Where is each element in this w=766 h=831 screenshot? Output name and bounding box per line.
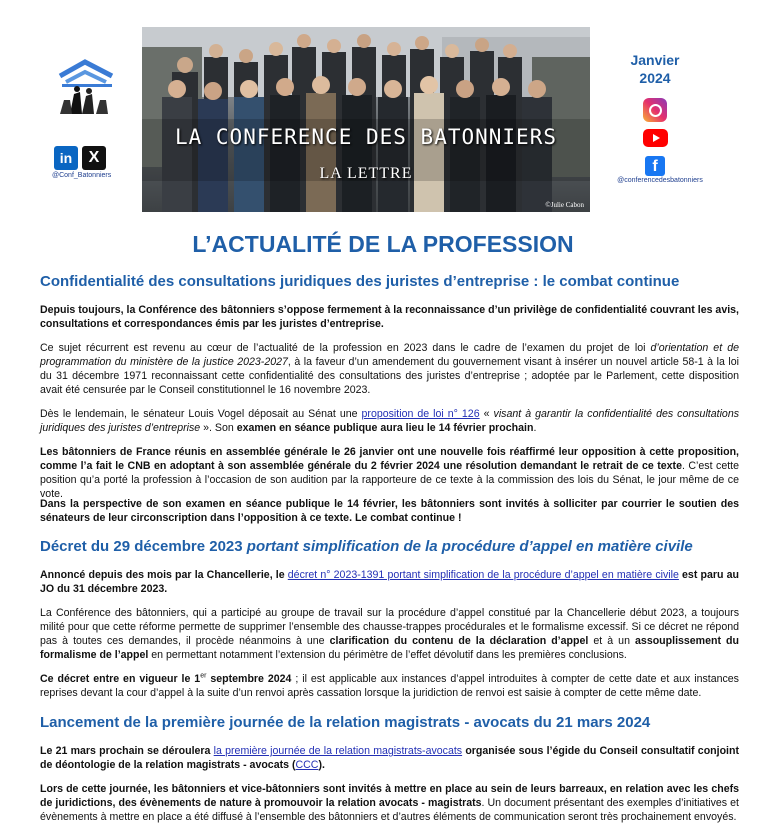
- text: Décret du 29 décembre 2023: [40, 538, 247, 555]
- issue-date: [610, 51, 700, 87]
- banner-photo: [142, 27, 590, 212]
- ccc-link[interactable]: CCC: [295, 759, 319, 771]
- x-icon[interactable]: X: [82, 146, 106, 170]
- text: , à la faveur d’un amendement du gouvernement visant à insérer un nouvel article 58-1 à la loi du 31 décembre 1971 reconnaissant cette confidentialité des consultations des juristes d’entreprise ; adoptée par le Parlement, cette disposition avait été censurée par le Conseil constitutionnel le 16 novembre 2023.: [40, 356, 739, 396]
- article-1-paragraph-2: [40, 341, 739, 397]
- instagram-icon[interactable]: [643, 98, 667, 122]
- newsletter-header: [0, 0, 766, 225]
- proposition-de-loi-link[interactable]: proposition de loi n° 126: [361, 408, 480, 420]
- text-bold: Dans la perspective de son examen en séance publique le 14 février, les bâtonniers sont invités à solliciter par courrier le soutien des sénateurs de leur circonscription dans l’opposition à ce texte. Le combat continue !: [40, 498, 739, 524]
- text: Depuis toujours, la Conférence des bâtonniers s’oppose fermement à la reconnaissance d’un privilège de confidentialité couvrant les avis, consultations et correspondances émis par les juristes d’entreprise.: [40, 304, 739, 330]
- decret-link[interactable]: décret n° 2023-1391 portant simplification de la procédure d’appel en matière civile: [287, 569, 679, 581]
- text: . C’est cette position qu’a porté la profession à l’occasion de son audition par la rapporteure de ce texte à la commission des lois du Sénat, le jour même de ce vote.: [40, 460, 739, 500]
- journee-link[interactable]: la première journée de la relation magistrats-avocats: [213, 745, 463, 757]
- text-bold: est paru au JO du 31 décembre 2023.: [40, 569, 739, 595]
- text: La Conférence des bâtonniers, qui a participé au groupe de travail sur la procédure d’appel constitué par la Chancellerie début 2023, a toujours milité pour que cette réforme permette de supprimer l’ensemble des chausse-trappes procédurales et le formalisme excessif. Si ce décret ne répond pas à toutes ces demandes, il procède néanmoins à une: [40, 607, 739, 647]
- text-bold: organisée sous l’égide du Conseil consultatif conjoint de déontologie de la relation magistrats - avocats (: [40, 745, 740, 771]
- text-italic: visant à garantir la confidentialité des consultations juridiques des juristes d’entreprise: [40, 408, 740, 434]
- conference-logo: [52, 54, 118, 118]
- article-1-paragraph-5: [40, 497, 739, 525]
- youtube-icon[interactable]: [643, 129, 668, 147]
- text-bold: Les bâtonniers de France réunis en assemblée générale le 26 janvier ont une nouvelle fois réaffirmé leur opposition à cette proposition, comme l’a fait le CNB en adoptant à son assemblée générale du 2 février 2024 une résolution demandant le retrait de ce texte: [40, 446, 739, 472]
- article-2-paragraph-3: [40, 672, 739, 700]
- article-3-paragraph-1: [40, 744, 739, 772]
- article-1-paragraph-3: [40, 407, 739, 435]
- issue-year: 2024: [639, 70, 671, 86]
- article-2-paragraph-2: [40, 606, 739, 662]
- social-handle-right[interactable]: @conferencedesbatonniers: [617, 177, 703, 184]
- article-2-title: [40, 538, 693, 555]
- twitter-handle[interactable]: @Conf_Batonniers: [52, 172, 112, 179]
- text-bold: Lors de cette journée, les bâtonniers et vice-bâtonniers sont invités à mettre en place au sein de leurs barreaux, en relation avec les chefs de juridictions, des évènements de nature à promouvoir la relation avocats - magistrats: [40, 783, 739, 809]
- text: «: [479, 408, 494, 420]
- text: ; il est applicable aux instances d’appel introduites à compter de cette date et aux instances reprises devant la cour d’appel à la suite d’un renvoi après cassation lorsque la juridiction de renvoi est saisie à compter de cette même date.: [40, 673, 739, 699]
- photo-credit: ©Julie Cabon: [545, 201, 584, 209]
- text-bold: septembre 2024: [206, 673, 292, 685]
- newsletter-subtitle: LA LETTRE: [319, 165, 413, 182]
- text-italic: portant simplification de la procédure d’appel en matière civile: [246, 538, 693, 555]
- article-1-title: Confidentialité des consultations juridiques des juristes d’entreprise : le combat continue: [40, 273, 680, 290]
- section-title: L’ACTUALITÉ DE LA PROFESSION: [192, 231, 574, 257]
- text: et à un: [588, 635, 636, 647]
- text: . Un document présentant des exemples d’initiatives et évènements à mettre en place a été diffusé à l’ensemble des bâtonniers et d’autres éléments de communication seront très prochainement envoyés.: [40, 797, 739, 823]
- text-bold: ).: [318, 759, 325, 771]
- newsletter-title: LA CONFERENCE DES BATONNIERS: [174, 125, 557, 149]
- article-1-paragraph-4: [40, 445, 739, 501]
- article-2-paragraph-1: [40, 568, 739, 596]
- text-bold: clarification du contenu de la déclaration d’appel: [329, 635, 589, 647]
- text: en permettant notamment l’extension du périmètre de l’effet dévolutif dans les premières conclusions.: [148, 649, 627, 661]
- article-3-title: Lancement de la première journée de la relation magistrats - avocats du 21 mars 2024: [40, 714, 651, 731]
- article-1-paragraph-1: [40, 303, 739, 331]
- text: Ce sujet récurrent est revenu au cœur de l’actualité de la profession en 2023 dans le cadre de l’examen du projet de loi: [40, 342, 651, 354]
- text: ». Son: [200, 422, 237, 434]
- text-italic: d’orientation et de programmation du ministère de la justice 2023-2027: [40, 342, 739, 368]
- article-3-paragraph-2: [40, 782, 739, 824]
- text: .: [533, 422, 537, 434]
- superscript: er: [200, 672, 207, 680]
- group-photo: [142, 27, 590, 212]
- text-bold: Le 21 mars prochain se déroulera: [40, 745, 214, 757]
- text-bold: assouplissement du formalisme de l’appel: [40, 635, 739, 661]
- text: Dès le lendemain, le sénateur Louis Vogel déposait au Sénat une: [40, 408, 362, 420]
- text-bold: examen en séance publique aura lieu le 14 février prochain: [236, 422, 534, 434]
- linkedin-icon[interactable]: in: [54, 146, 78, 170]
- social-links-left: [54, 146, 106, 170]
- issue-month: Janvier: [630, 52, 680, 68]
- facebook-icon[interactable]: f: [645, 156, 665, 176]
- text-bold: Ce décret entre en vigueur le 1: [40, 673, 201, 685]
- text-bold: Annoncé depuis des mois par la Chancellerie, le: [40, 569, 288, 581]
